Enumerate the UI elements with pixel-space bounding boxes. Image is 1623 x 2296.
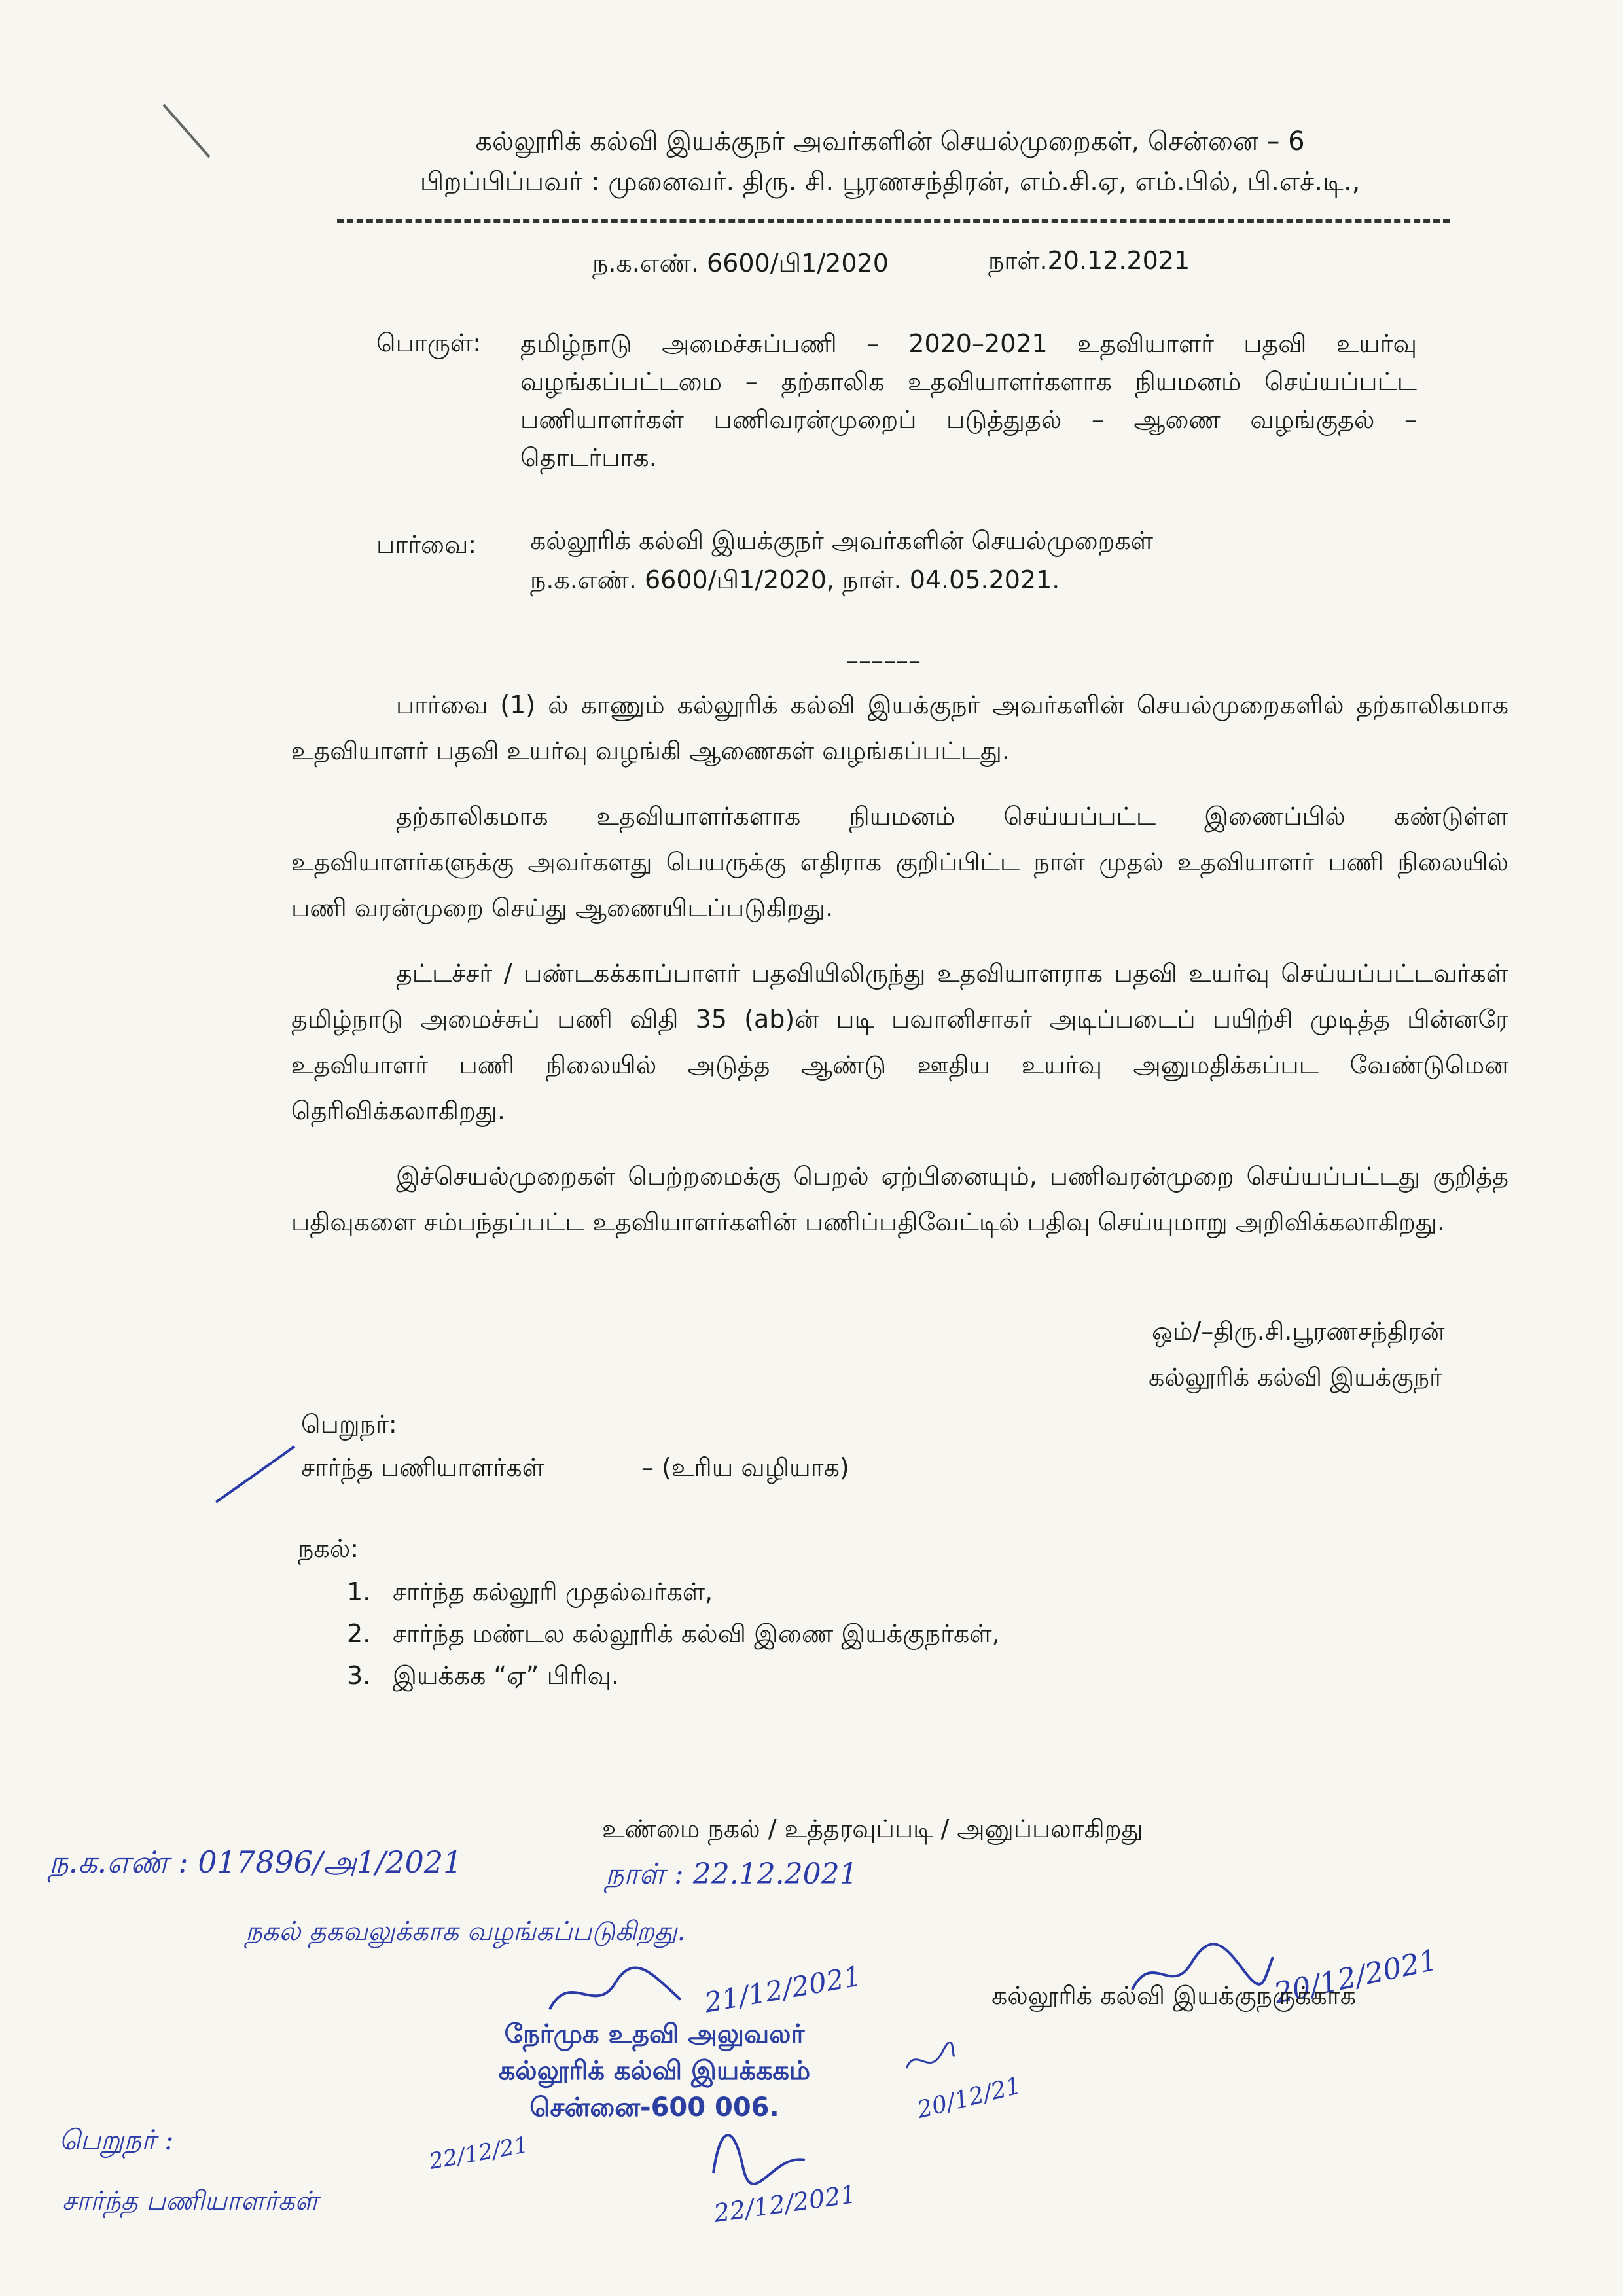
header-divider (337, 219, 1450, 223)
recipient-label: பெறுநர்: (301, 1410, 397, 1439)
true-copy-note: உண்மை நகல் / உத்தரவுப்படி / அனுப்பலாகிறது (602, 1814, 1143, 1843)
recipient-via: – (உரிய வழியாக) (641, 1453, 849, 1482)
subject-text: தமிழ்நாடு அமைச்சுப்பணி – 2020–2021 உதவியாளர் பதவி உயர்வு வழங்கப்பட்டமை – தற்காலிக உதவியாளர்களாக நியமனம் செய்யப்பட்ட பணியாளர்கள் பணிவரன்முறைப் படுத்துதல் – ஆணை வழங்குதல் – தொடர்பாக. (520, 329, 1417, 472)
list-item (347, 1655, 1263, 1696)
handwritten-ref: ந.க.எண் : 017896/அ1/2021 (49, 1844, 463, 1880)
stamp-line-2: கல்லூரிக் கல்வி இயக்ககம் (498, 2056, 811, 2086)
reference-label: பார்வை: (376, 530, 477, 559)
list-item (347, 1571, 1263, 1613)
ref-number: ந.க.எண். 6600/பி1/2020 (592, 249, 889, 278)
paragraph-1: பார்வை (1) ல் காணும் கல்லூரிக் கல்வி இயக்குநர் அவர்களின் செயல்முறைகளில் தற்காலிகமாக உதவியாளர் பதவி உயர்வு வழங்கி ஆணைகள் வழங்கப்பட்டது. (291, 691, 1508, 765)
header-title: கல்லூரிக் கல்வி இயக்குநர் அவர்களின் செயல்முறைகள், சென்னை – 6 (475, 126, 1305, 156)
list-item-text: சார்ந்த கல்லூரி முதல்வர்கள், (393, 1577, 713, 1606)
stamp-line-3: சென்னை-600 006. (529, 2092, 779, 2123)
signature-name: ஒம்/–திரு.சி.பூரணசந்திரன் (1152, 1317, 1445, 1346)
signature-title: கல்லூரிக் கல்வி இயக்குநர் (1149, 1363, 1442, 1391)
list-item-number: 1. (347, 1577, 371, 1606)
reference-line1: கல்லூரிக் கல்வி இயக்குநர் அவர்களின் செயல்முறைகள் (530, 526, 1154, 555)
body-paragraphs (291, 682, 1508, 1245)
officer-signature-mark (543, 1964, 687, 2022)
copy-list (347, 1571, 1263, 1696)
initial-date: 20/12/21 (914, 2072, 1024, 2124)
bottom-sign-date: 22/12/2021 (712, 2179, 859, 2229)
office-stamp (432, 2016, 877, 2126)
for-director-label: கல்லூரிக் கல்வி இயக்குநருக்காக (991, 1981, 1357, 2010)
tick-mark-icon (209, 1440, 301, 1512)
list-item (347, 1613, 1263, 1655)
ref-date: நாள்.20.12.2021 (988, 246, 1190, 275)
initial-mark (903, 2042, 955, 2081)
director-sign-date: 20/12/2021 (1271, 1943, 1441, 2011)
bottom-signature-mark (707, 2114, 812, 2186)
recipient-text: சார்ந்த பணியாளர்கள் (301, 1453, 544, 1482)
copy-label: நகல்: (298, 1534, 359, 1563)
handwritten-date: நாள் : 22.12.2021 (605, 1857, 858, 1891)
reference-line2: ந.க.எண். 6600/பி1/2020, நாள். 04.05.2021. (530, 565, 1060, 594)
stamp-line-1: நேர்முக உதவி அலுவலர் (504, 2019, 805, 2049)
handwritten-recipient-label: பெறுநர் : (59, 2124, 174, 2156)
list-item-text: இயக்கக “ஏ” பிரிவு. (393, 1661, 620, 1690)
handwritten-note: நகல் தகவலுக்காக வழங்கப்படுகிறது. (245, 1916, 686, 1946)
paragraph-2: தற்காலிகமாக உதவியாளர்களாக நியமனம் செய்யப்பட்ட இணைப்பில் கண்டுள்ள உதவியாளர்களுக்கு அவர்களது பெயருக்கு எதிராக குறிப்பிட்ட நாள் முதல் உதவியாளர் பணி நிலையில் பணி வரன்முறை செய்து ஆணையிடப்படுகிறது. (291, 802, 1508, 922)
receipt-date: 22/12/21 (427, 2132, 531, 2175)
section-separator: –––––– (846, 646, 921, 675)
list-item-number: 3. (347, 1661, 371, 1690)
paragraph-3: தட்டச்சர் / பண்டகக்காப்பாளர் பதவியிலிருந்து உதவியாளராக பதவி உயர்வு செய்யப்பட்டவர்கள் தமிழ்நாடு அமைச்சுப் பணி விதி 35 (ab)ன் படி பவானிசாகர் அடிப்படைப் பயிற்சி முடித்த பின்னரே உதவியாளர் பணி நிலையில் அடுத்த ஆண்டு ஊதிய உயர்வு அனுமதிக்கப்பட வேண்டுமென தெரிவிக்கலாகிறது. (291, 959, 1508, 1125)
officer-sign-date: 21/12/2021 (702, 1960, 864, 2019)
list-item-text: சார்ந்த மண்டல கல்லூரிக் கல்வி இணை இயக்குநர்கள், (393, 1619, 1000, 1648)
subject-label: பொருள்: (376, 329, 482, 357)
paragraph-4: இச்செயல்முறைகள் பெற்றமைக்கு பெறல் ஏற்பினையும், பணிவரன்முறை செய்யப்பட்டது குறித்த பதிவுகளை சம்பந்தப்பட்ட உதவியாளர்களின் பணிப்பதிவேட்டில் பதிவு செய்யுமாறு அறிவிக்கலாகிறது. (291, 1162, 1508, 1236)
handwritten-recipient-text: சார்ந்த பணியாளர்கள் (62, 2186, 319, 2216)
scan-mark (157, 98, 216, 164)
list-item-number: 2. (347, 1619, 371, 1648)
header-issuer: பிறப்பிப்பவர் : முனைவர். திரு. சி. பூரணசந்திரன், எம்.சி.ஏ, எம்.பில், பி.எச்.டி., (419, 167, 1361, 197)
